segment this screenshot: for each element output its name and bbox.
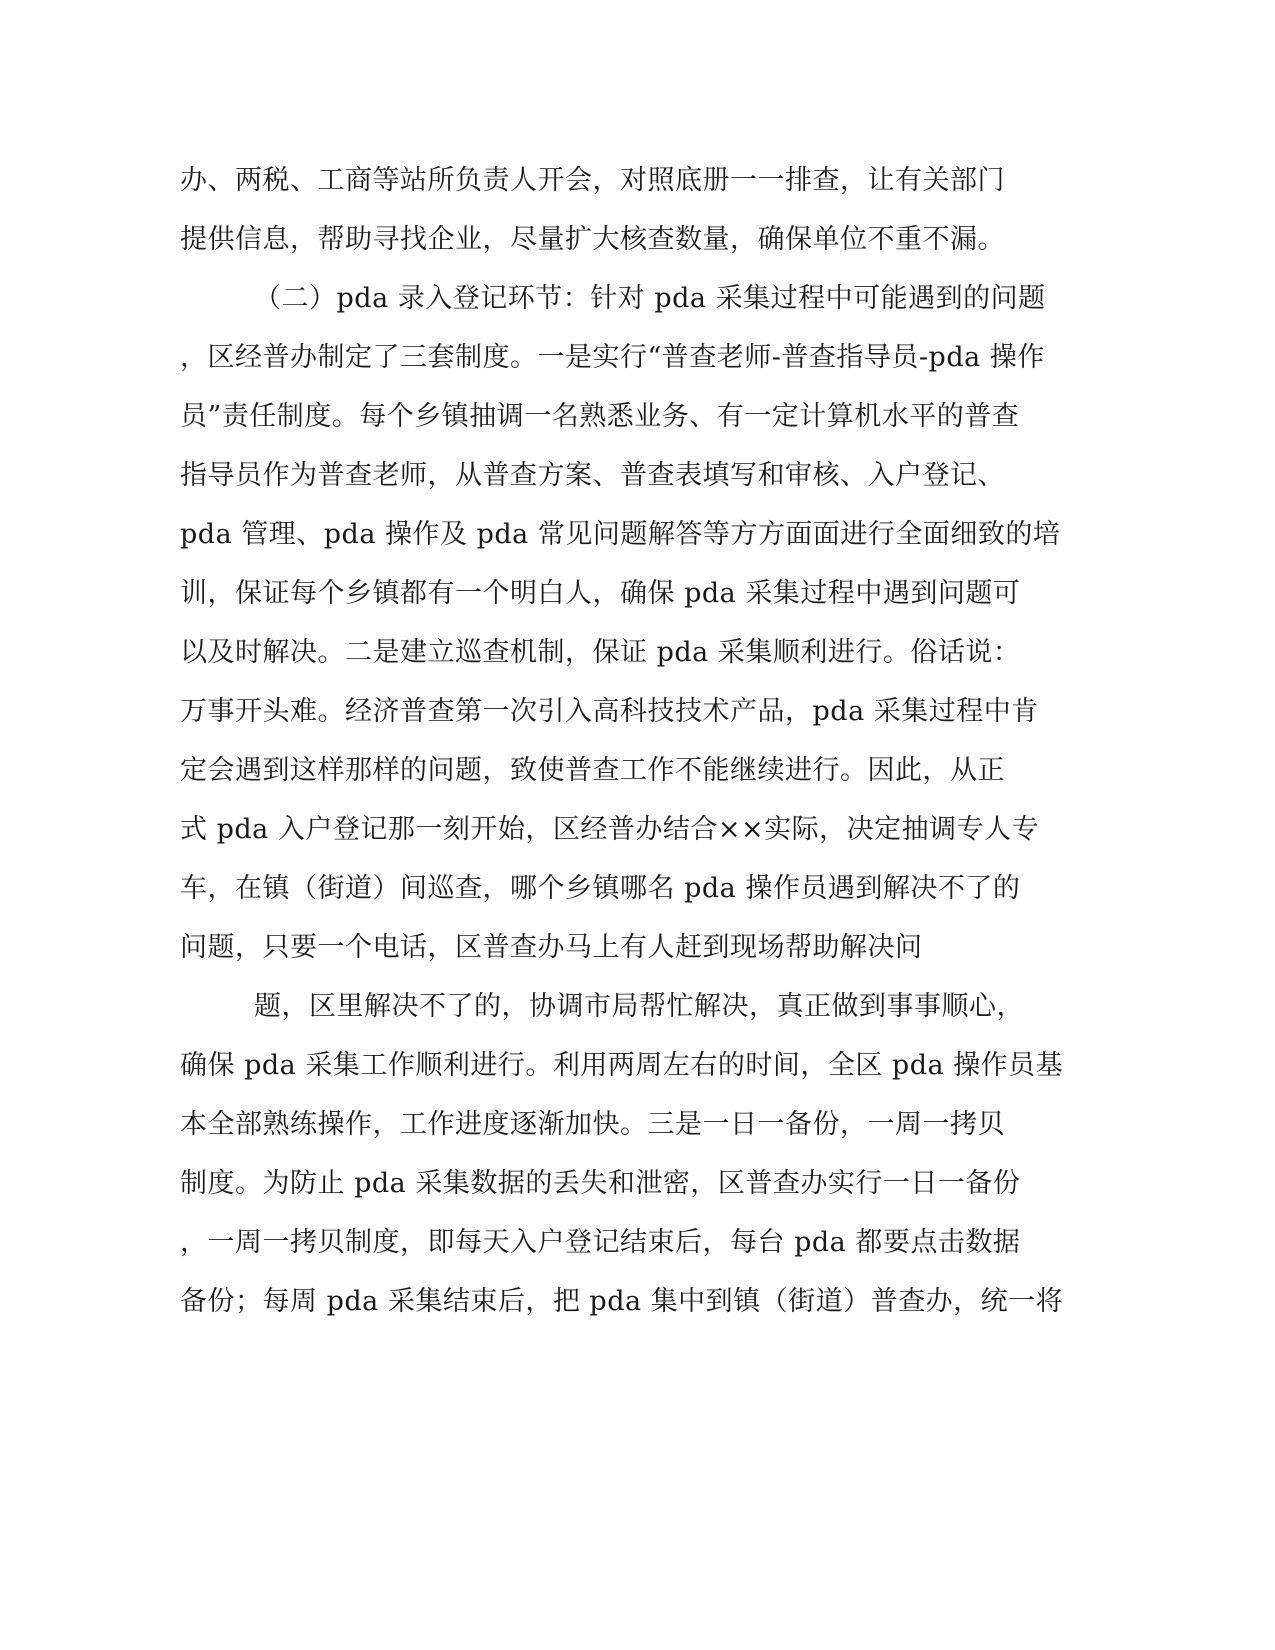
text-line-14: 问题，只要一个电话，区普查办马上有人赶到现场帮助解决问 [180,932,923,963]
text-line-17: 本全部熟练操作，工作进度逐渐加快。三是一日一备份，一周一拷贝 [180,1109,1005,1140]
text-line-11: 定会遇到这样那样的问题，致使普查工作不能继续进行。因此，从正 [180,755,1005,786]
text-line-20: 备份；每周 pda 采集结束后，把 pda 集中到镇（街道）普查办，统一将 [180,1286,1064,1317]
text-line-8: 训，保证每个乡镇都有一个明白人，确保 pda 采集过程中遇到问题可 [180,578,1021,609]
text-line-16: 确保 pda 采集工作顺利进行。利用两周左右的时间，全区 pda 操作员基 [180,1050,1064,1081]
text-line-13: 车，在镇（街道）间巡查，哪个乡镇哪名 pda 操作员遇到解决不了的 [180,873,1021,904]
text-line-1: 办、两税、工商等站所负责人开会，对照底册一一排查，让有关部门 [180,165,1005,196]
text-line-19: ，一周一拷贝制度，即每天入户登记结束后，每台 pda 都要点击数据 [180,1227,1021,1258]
text-line-5: 员”责任制度。每个乡镇抽调一名熟悉业务、有一定计算机水平的普查 [180,401,1020,432]
text-line-10: 万事开头难。经济普查第一次引入高科技技术产品，pda 采集过程中肯 [180,696,1039,727]
text-line-7: pda 管理、pda 操作及 pda 常见问题解答等方方面面进行全面细致的培 [180,519,1061,550]
text-line-18: 制度。为防止 pda 采集数据的丢失和泄密，区普查办实行一日一备份 [180,1168,1021,1199]
text-line-9: 以及时解决。二是建立巡查机制，保证 pda 采集顺利进行。俗话说： [180,637,1021,668]
text-line-15: 题，区里解决不了的，协调市局帮忙解决，真正做到事事顺心， [254,991,1024,1022]
text-line-3: （二）pda 录入登记环节：针对 pda 采集过程中可能遇到的问题 [254,283,1046,314]
text-line-12: 式 pda 入户登记那一刻开始，区经普办结合××实际，决定抽调专人专 [180,814,1040,845]
text-line-2: 提供信息，帮助寻找企业，尽量扩大核查数量，确保单位不重不漏。 [180,224,1005,255]
text-line-4: ，区经普办制定了三套制度。一是实行“普查老师-普查指导员-pda 操作 [180,342,1045,373]
text-line-6: 指导员作为普查老师，从普查方案、普查表填写和审核、入户登记、 [180,460,1005,491]
